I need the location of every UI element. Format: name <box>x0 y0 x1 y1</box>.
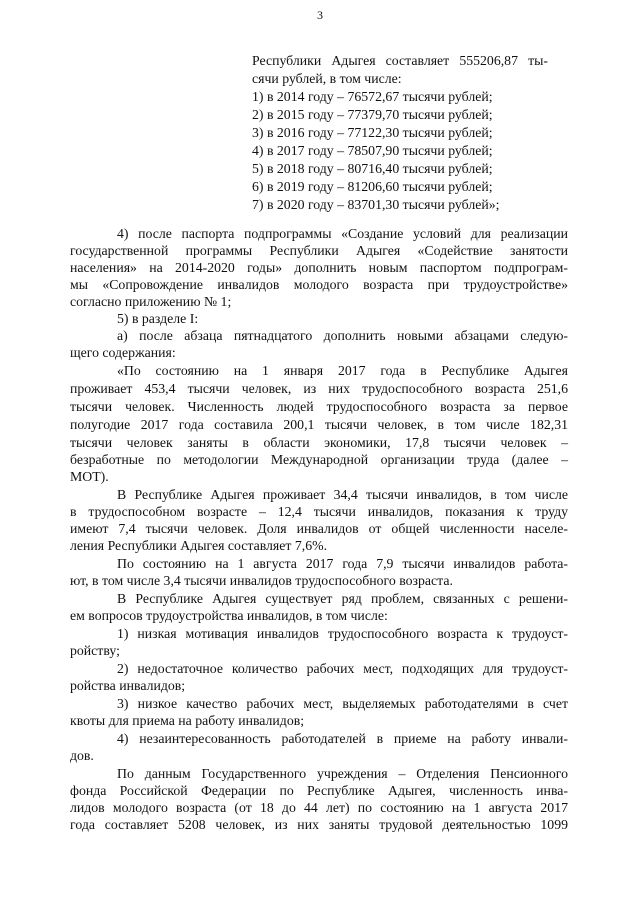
text-line: года составляет 5208 человек, из них заняты трудовой деятельностью 1099 <box>70 817 568 832</box>
text-line: тысячи человек. Численность людей трудоспособного возраста за первое <box>70 399 568 414</box>
text-line: мы «Сопровождение инвалидов молодого возраста при трудоустройстве» <box>70 277 568 292</box>
text-line: квоты для приема на работу инвалидов; <box>70 713 305 728</box>
list-item: 4) незаинтересованность работодателей в приеме на работу инвали- <box>117 731 568 746</box>
text-line: По данным Государственного учреждения – Отделения Пенсионного <box>117 766 568 781</box>
text-line: полугодие 2017 года составила 200,1 тысячи человек, в том числе 182,31 <box>70 417 568 432</box>
list-item: 3) в 2016 году – 77122,30 тысячи рублей; <box>252 125 493 140</box>
list-item: 5) в 2018 году – 80716,40 тысячи рублей; <box>252 161 493 176</box>
text-line: ройства инвалидов; <box>70 678 186 693</box>
list-item: 2) недостаточное количество рабочих мест, подходящих для трудоуст- <box>117 661 568 676</box>
page-number: 3 <box>317 8 323 22</box>
text-line: ем вопросов трудоустройства инвалидов, в том числе: <box>70 608 388 623</box>
text-line: МОТ). <box>70 469 109 484</box>
text-line: 4) после паспорта подпрограммы «Создание условий для реализации <box>117 226 568 241</box>
text-line: дов. <box>70 748 94 763</box>
list-item: 6) в 2019 году – 81206,60 тысячи рублей; <box>252 179 493 194</box>
text-line: имеют 7,4 тысячи человек. Доля инвалидов от общей численности населе- <box>70 521 568 536</box>
text-line: тысячи человек заняты в области экономики, 17,8 тысячи человек – <box>70 435 568 450</box>
text-line: В Республике Адыгея проживает 34,4 тысячи инвалидов, в том числе <box>117 487 568 502</box>
list-item: 1) низкая мотивация инвалидов трудоспособного возраста к трудоуст- <box>117 626 568 641</box>
text-line: в трудоспособном возрасте – 12,4 тысячи инвалидов, показания к труду <box>70 504 568 519</box>
list-item: 2) в 2015 году – 77379,70 тысячи рублей; <box>252 107 493 122</box>
text-line: Республики Адыгея составляет 555206,87 ты- <box>252 53 548 68</box>
text-line: населения» на 2014-2020 годы» дополнить новым паспортом подпрограм- <box>70 260 568 275</box>
list-item: 4) в 2017 году – 78507,90 тысячи рублей; <box>252 143 493 158</box>
text-line: 5) в разделе I: <box>117 311 199 326</box>
text-line: фонда Российской Федерации по Республике Адыгея, численность инва- <box>70 783 568 798</box>
text-line: щего содержания: <box>70 345 176 360</box>
text-line: согласно приложению № 1; <box>70 294 232 309</box>
text-line: безработные по методологии Международной организации труда (далее – <box>70 452 568 467</box>
text-line: По состоянию на 1 августа 2017 года 7,9 тысячи инвалидов работа- <box>117 556 568 571</box>
text-line: лидов молодого возраста (от 18 до 44 лет) по состоянию на 1 августа 2017 <box>70 800 568 815</box>
text-line: «По состоянию на 1 января 2017 года в Республике Адыгея <box>117 363 568 378</box>
list-item: 3) низкое качество рабочих мест, выделяемых работодателями в счет <box>117 696 568 711</box>
text-line: ления Республики Адыгея составляет 7,6%. <box>70 538 328 553</box>
text-line: а) после абзаца пятнадцатого дополнить новыми абзацами следую- <box>117 328 568 343</box>
text-line: государственной программы Республики Адыгея «Содействие занятости <box>70 243 568 258</box>
text-line: В Республике Адыгея существует ряд проблем, связанных с решени- <box>117 591 568 606</box>
text-line: ют, в том числе 3,4 тысячи инвалидов трудоспособного возраста. <box>70 573 453 588</box>
text-line: сячи рублей, в том числе: <box>252 71 402 86</box>
text-line: проживает 453,4 тысячи человек, из них трудоспособного возраста 251,6 <box>70 381 568 396</box>
text-line: ройству; <box>70 643 120 658</box>
list-item: 1) в 2014 году – 76572,67 тысячи рублей; <box>252 89 493 104</box>
list-item: 7) в 2020 году – 83701,30 тысячи рублей»; <box>252 197 500 212</box>
